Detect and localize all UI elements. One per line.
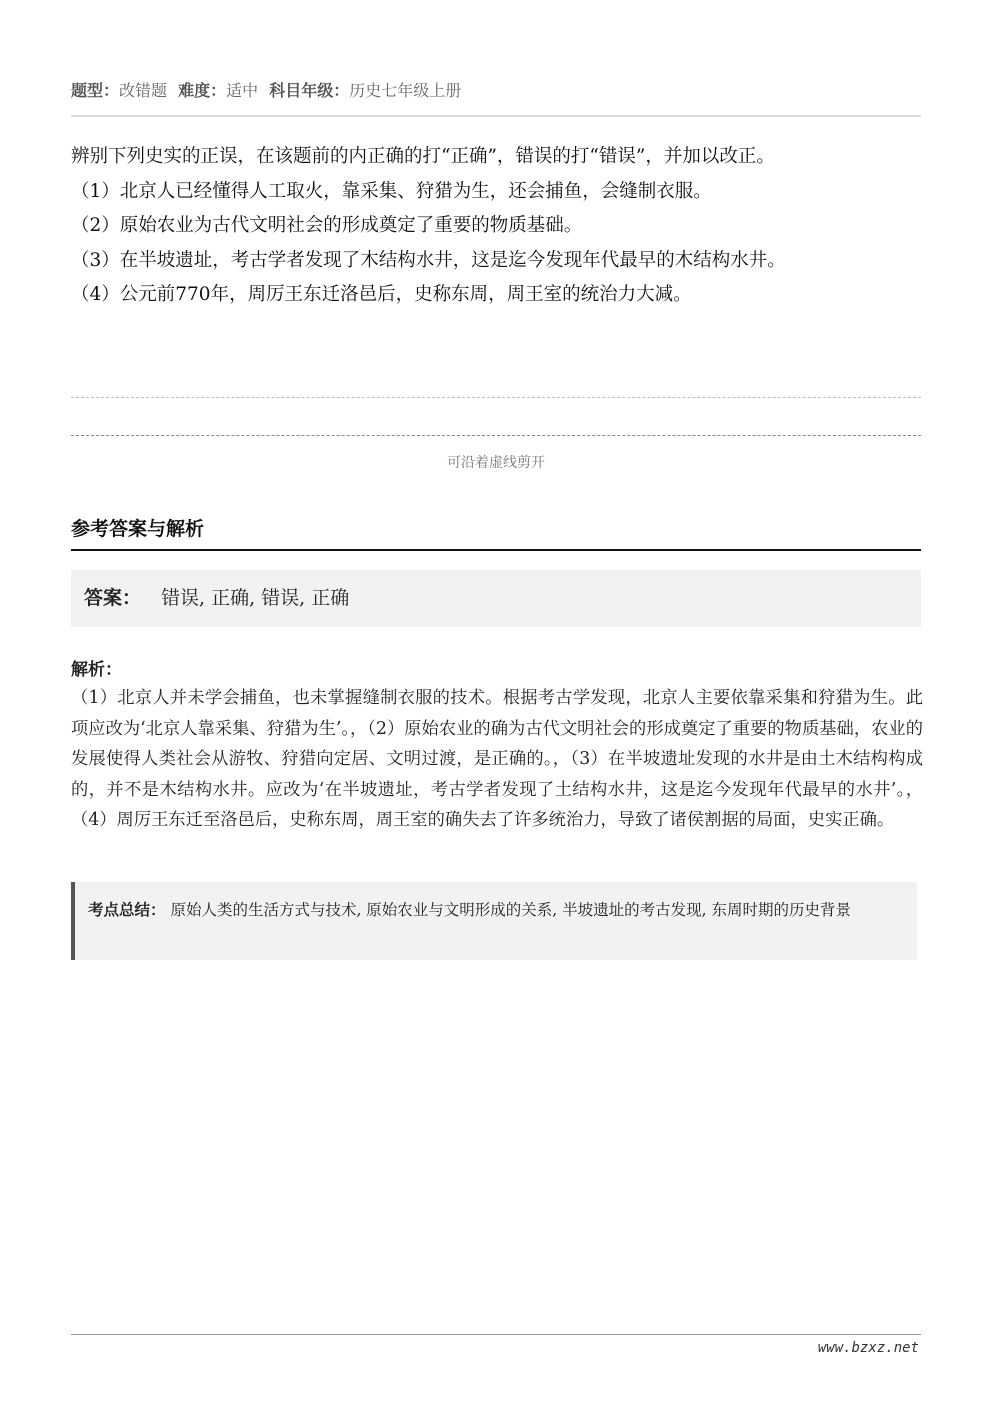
footer-divider [71,1334,921,1335]
answer-label: 答案： [84,587,142,609]
type-value: 改错题 [119,81,168,100]
question-item: （4）公元前770年，周厉王东迁洛邑后，史称东周，周王室的统治力大减。 [71,284,692,305]
footer-site: www.bzxz.net [817,1340,919,1356]
divider [71,115,921,117]
question-stem: 辨别下列史实的正误，在该题前的内正确的打“正确”，错误的打“错误”，并加以改正。 [71,146,775,167]
question-meta [71,78,467,101]
subject-value: 历史七年级上册 [349,81,462,100]
question [71,140,931,313]
difficulty-value: 适中 [226,81,259,100]
summary-text: 原始人类的生活方式与技术, 原始农业与文明形成的关系, 半坡遗址的考古发现, 东周时期的历史背景 [170,901,852,919]
subject-label: 科目年级： [269,81,350,100]
cut-hint: 可沿着虚线剪开 [447,455,545,471]
cut-line [71,435,921,436]
type-label: 题型： [71,81,120,100]
summary-box [71,882,917,960]
question-item: （1）北京人已经懂得人工取火，靠采集、狩猎为生，还会捕鱼，会缝制衣服。 [71,180,712,202]
section-title: 参考答案与解析 [71,518,205,540]
question-item: （3）在半坡遗址，考古学者发现了木结构水井，这是迄今发现年代最早的木结构水井。 [71,249,786,271]
analysis-text: （1）北京人并未学会捕鱼，也未掌握缝制衣服的技术。根据考古学发现，北京人主要依靠采集和狩猎为生。此项应改为‘北京人靠采集、狩猎为生’。，（2）原始农业的确为古代文明社会的形成奠定了重要的物质基础，农业的发展使得人类社会从游牧、狩猎向定居、文明过渡，是正确的。，（3）在半坡遗址发现的水井是由土木结构构成的，并不是木结构水井。应改为‘在半坡遗址，考古学者发现了土结构水井，这是迄今发现年代最早的水井’。，（4）周厉王东迁至洛邑后，史称东周，周王室的确失去了许多统治力，导致了诸侯割据的局面，史实正确。 [71,688,923,830]
answer-box [71,570,921,627]
answer-line [71,397,921,398]
section-divider [71,549,921,551]
question-item: （2）原始农业为古代文明社会的形成奠定了重要的物质基础。 [71,215,583,236]
analysis-label: 解析： [71,660,122,680]
difficulty-label: 难度： [178,81,227,100]
answer-value: 错误, 正确, 错误, 正确 [161,587,350,609]
summary-label: 考点总结： [88,900,166,919]
